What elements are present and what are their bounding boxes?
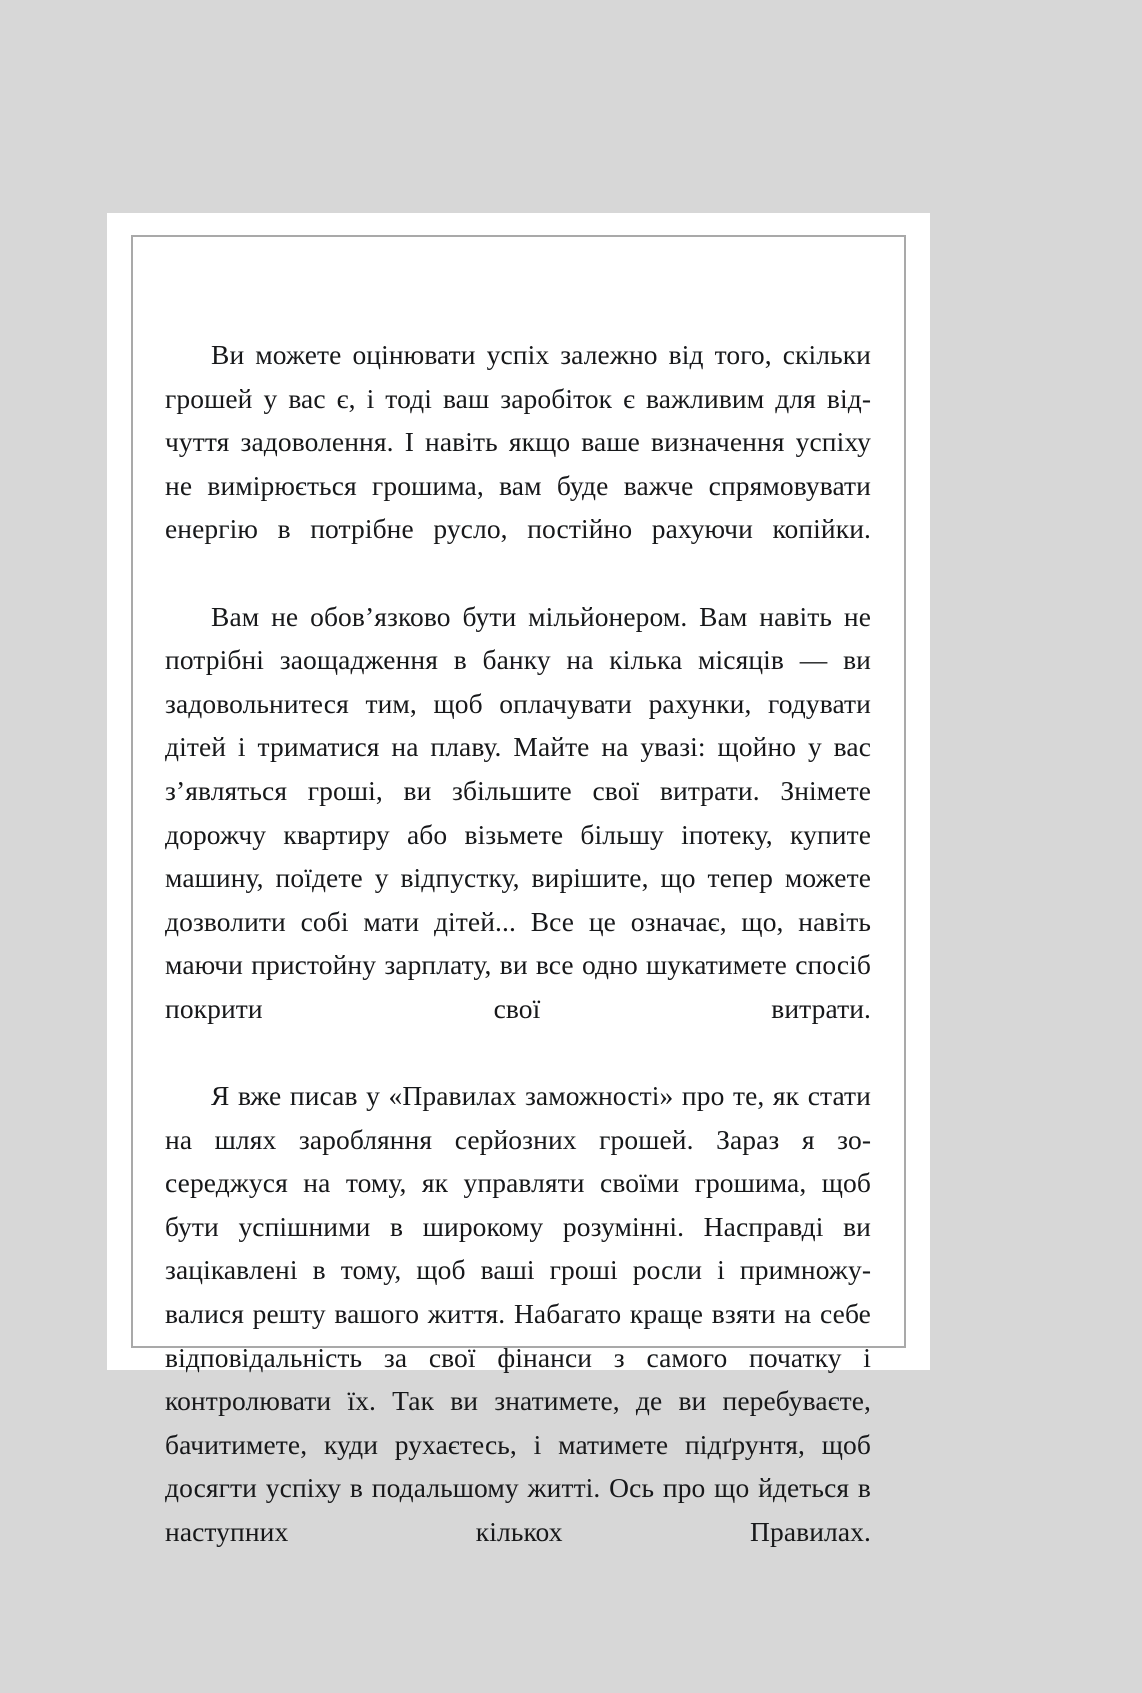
body-paragraph: Я вже писав у «Правилах заможності» про те, як стати на шлях заробляння серйозних грошей. Зараз я зосереджуся на тому, як управляти своїми грошима, щоб бути успішними в широкому розумінні. Насправді ви зацікавлені в тому, щоб ваші гроші росли і примножувалися решту вашого життя. Набагато краще взяти на себе відповідальність за свої фінанси з самого початку і контролювати їх. Так ви знатимете, де ви перебуваєте, бачитимете, куди рухаєтесь, і матимете підґрунтя, щоб досягти успіху в подальшому житті. Ось про що йдеться в наступних кількох Правилах.	[165, 1080, 871, 1548]
body-paragraph: Вам не обов’язково бути мільйонером. Вам навіть не потрібні заощадження в банку на кілька місяців — ви задовольнитеся тим, щоб оплачувати рахунки, годувати дітей і триматися на плаву. Майте на увазі: щойно у вас з’являться гроші, ви збільшите свої витрати. Знімете дорожчу квартиру або візьмете більшу іпотеку, купите машину, поїдете у відпустку, вирішите, що тепер можете дозволити собі мати дітей... Все це означає, що, навіть маючи пристойну зарплату, ви все одно шукатимете спосіб покрити свої витрати.	[165, 600, 871, 1024]
book-page-sheet	[107, 213, 930, 1548]
body-paragraph: Ви можете оцінювати успіх залежно від того, скільки грошей у вас є, і тоді ваш заробіток є важливим для відчуття задоволення. І навіть якщо ваше визначення успіху не вимірюється грошима, вам буде важче спрямовувати енергію в потрібне русло, постійно рахуючи копійки.	[165, 339, 871, 545]
page-text-column	[165, 333, 871, 1597]
